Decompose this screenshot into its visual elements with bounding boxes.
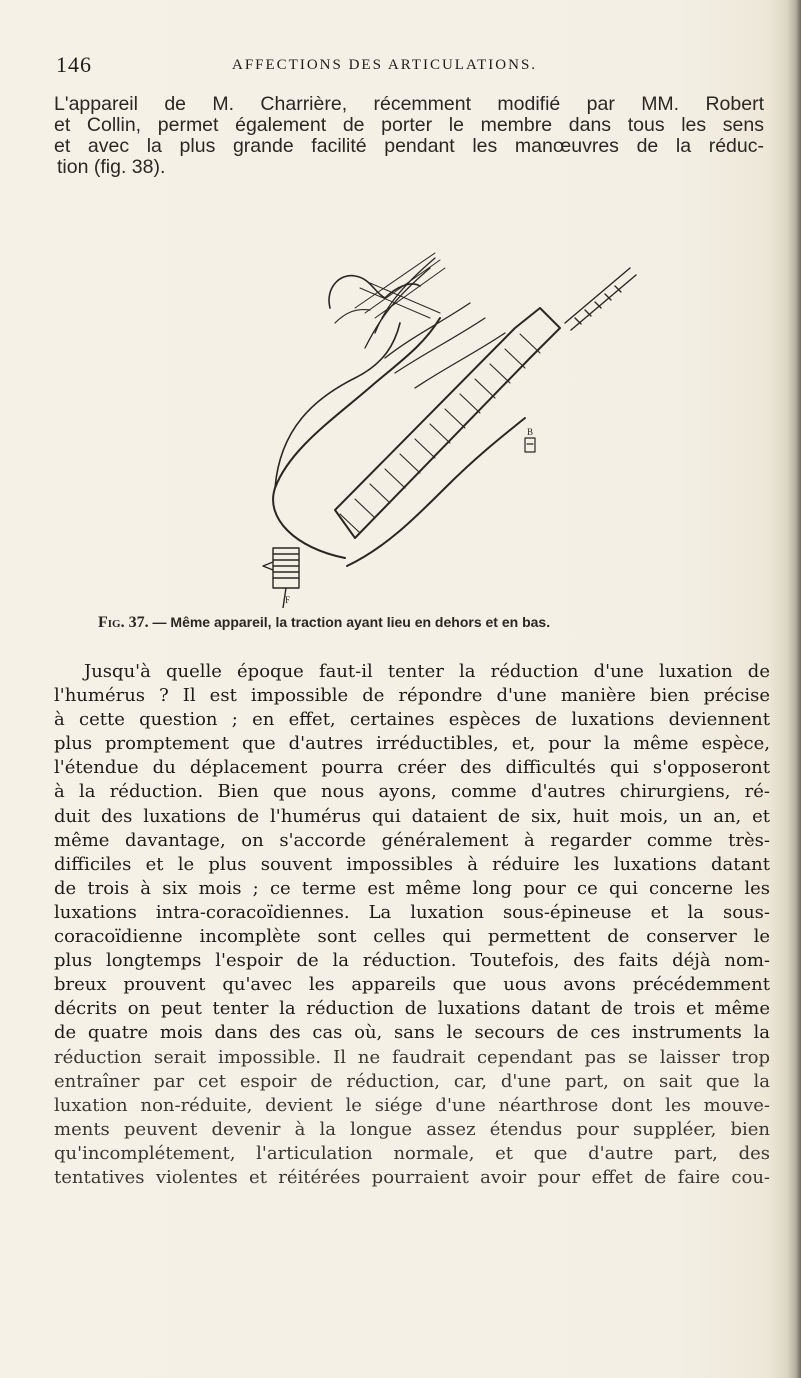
hand-outline (329, 276, 420, 308)
body-line: luxation non-réduite, devient le siége d'une néarthrose dont les mouve- (54, 1094, 770, 1116)
figure-caption-text: — Même appareil, la traction ayant lieu en dehors et en bas. (148, 614, 551, 630)
page-header (56, 52, 776, 82)
body-line: difficiles et le plus souvent impossibles à réduire les luxations datant (54, 853, 770, 875)
page-number: 146 (56, 52, 92, 77)
body-line: l'étendue du déplacement pourra créer des difficultés qui s'opposeront (54, 757, 770, 779)
body-line: plus promptement que d'autres irréductibles, et, pour la même espèce, (54, 733, 770, 755)
body-line: même davantage, on s'accorde généralement à regarder comme très- (54, 829, 770, 851)
intro-line: et avec la plus grande facilité pendant les manœuvres de la réduc- (54, 135, 764, 157)
body-line: à la réduction. Bien que nous ayons, comme d'autres chirurgiens, ré- (54, 781, 770, 803)
main-paragraph (54, 660, 770, 1190)
intro-paragraph (54, 94, 764, 178)
figure-letter-b: B (527, 427, 534, 437)
body-line: de trois à six mois ; ce terme est même long pour ce qui concerne les (54, 877, 770, 899)
body-line: duit des luxations de l'humérus qui dataient de six, huit mois, un an, et (54, 805, 770, 827)
body-line: Jusqu'à quelle époque faut-il tenter la réduction d'une luxation de (84, 661, 770, 682)
body-line: l'humérus ? Il est impossible de répondre d'une manière bien précise (54, 685, 770, 707)
body-line: entraîner par cet espoir de réduction, car, d'une part, on sait que la (54, 1070, 770, 1092)
intro-line: et Collin, permet également de porter le membre dans tous les sens (54, 114, 764, 136)
appliance-sleeve (335, 308, 560, 538)
figure-37-illustration (235, 248, 655, 608)
body-line: ments peuvent devenir à la longue assez étendus pour suppléer, bien (54, 1118, 770, 1140)
running-head: AFFECTIONS DES ARTICULATIONS. (232, 57, 538, 73)
figure-letter-f: F (285, 595, 291, 605)
traction-cords (355, 253, 445, 318)
lever-mechanism (263, 548, 299, 608)
intro-line: tion (fig. 38). (57, 156, 166, 178)
body-line: luxations intra-coracoïdiennes. La luxation sous-épineuse et la sous- (54, 901, 770, 923)
body-line: breux prouvent qu'avec les appareils que uous avons précédemment (54, 974, 770, 996)
clamp (525, 438, 535, 452)
body-line: à cette question ; en effet, certaines espèces de luxations deviennent (54, 709, 770, 731)
body-line: de quatre mois dans des cas où, sans le secours de ces instruments la (54, 1022, 770, 1044)
body-line: coracoïdienne incomplète sont celles qui permettent de conserver le (54, 926, 770, 948)
figure-caption (98, 614, 748, 632)
screw-shaft (565, 268, 636, 330)
intro-line: L'appareil de M. Charrière, récemment modifié par MM. Robert (54, 93, 764, 115)
page-edge-shadow (787, 0, 801, 1378)
body-line: plus longtemps l'espoir de la réduction. Toutefois, des faits déjà nom- (54, 950, 770, 972)
figure-label: Fig. 37. (98, 614, 149, 631)
body-line: réduction serait impossible. Il ne faudrait cependant pas se laisser trop (54, 1046, 770, 1068)
body-line: tentatives violentes et réitérées pourraient avoir pour effet de faire cou- (54, 1166, 770, 1188)
body-line: qu'incomplétement, l'articulation normale, et que d'autre part, des (54, 1142, 770, 1164)
body-line: décrits on peut tenter la réduction de luxations datant de trois et même (54, 998, 770, 1020)
figure-drawing (263, 253, 636, 608)
